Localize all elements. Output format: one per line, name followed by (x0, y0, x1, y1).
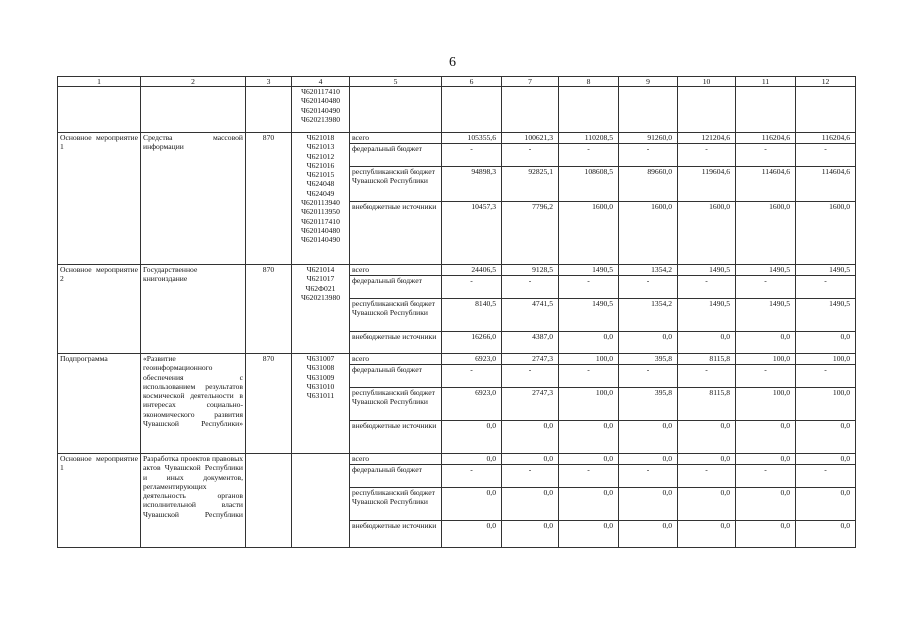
header-cell: 8 (559, 77, 619, 87)
value-cell: 1354,2 (619, 299, 678, 332)
value-cell: 1600,0 (559, 202, 619, 265)
value-cell: - (502, 144, 559, 167)
value-cell: 0,0 (796, 332, 856, 354)
value-cell: 121204,6 (678, 133, 736, 144)
value-cell: - (619, 465, 678, 488)
value-cell: - (442, 465, 502, 488)
value-cell: 0,0 (502, 421, 559, 454)
empty-cell (619, 87, 678, 133)
value-cell: 1600,0 (619, 202, 678, 265)
value-cell: 0,0 (502, 454, 559, 465)
value-cell: 395,8 (619, 354, 678, 365)
funding-source-cell: внебюджетные источники (350, 521, 442, 548)
value-cell: 4741,5 (502, 299, 559, 332)
value-cell: 110208,5 (559, 133, 619, 144)
value-cell: 4387,0 (502, 332, 559, 354)
value-cell: 0,0 (796, 488, 856, 521)
value-cell: 0,0 (502, 488, 559, 521)
value-cell: 116204,6 (736, 133, 796, 144)
value-cell: - (442, 365, 502, 388)
value-cell: 8140,5 (442, 299, 502, 332)
value-cell: 105355,6 (442, 133, 502, 144)
value-cell: 1490,5 (678, 299, 736, 332)
value-cell: 1490,5 (736, 299, 796, 332)
value-cell: 6923,0 (442, 354, 502, 365)
empty-cell (678, 87, 736, 133)
value-cell: - (736, 144, 796, 167)
funding-source-cell: федеральный бюджет (350, 365, 442, 388)
value-cell: 0,0 (678, 421, 736, 454)
header-cell: 1 (58, 77, 141, 87)
executor-code-cell (246, 87, 292, 133)
value-cell: 9128,5 (502, 265, 559, 276)
value-cell: 0,0 (678, 488, 736, 521)
event-type-cell: Основное мероприятие 1 (58, 133, 141, 265)
value-cell: 0,0 (678, 332, 736, 354)
value-cell: 0,0 (796, 454, 856, 465)
value-cell: 91260,0 (619, 133, 678, 144)
value-cell: - (619, 365, 678, 388)
value-cell: 6923,0 (442, 388, 502, 421)
value-cell: 100621,3 (502, 133, 559, 144)
value-cell: 1490,5 (796, 299, 856, 332)
empty-cell (442, 87, 502, 133)
header-cell: 4 (292, 77, 350, 87)
value-cell: 89660,0 (619, 167, 678, 202)
value-cell: 0,0 (678, 454, 736, 465)
value-cell: 100,0 (559, 354, 619, 365)
value-cell: 0,0 (442, 454, 502, 465)
value-cell: 0,0 (619, 454, 678, 465)
value-cell: 1600,0 (678, 202, 736, 265)
funding-source-cell: внебюджетные источники (350, 202, 442, 265)
value-cell: 0,0 (559, 488, 619, 521)
funding-source-cell: республиканский бюджет Чувашской Республики (350, 167, 442, 202)
funding-source-cell: федеральный бюджет (350, 276, 442, 299)
header-cell: 12 (796, 77, 856, 87)
value-cell: - (678, 365, 736, 388)
header-cell: 11 (736, 77, 796, 87)
value-cell: 0,0 (559, 454, 619, 465)
value-cell: 1490,5 (678, 265, 736, 276)
table-row (58, 265, 856, 276)
value-cell: 1490,5 (796, 265, 856, 276)
value-cell: - (559, 144, 619, 167)
table-row (58, 354, 856, 365)
funding-source-cell: республиканский бюджет Чувашской Республики (350, 488, 442, 521)
page-number: 6 (449, 55, 456, 70)
empty-cell (736, 87, 796, 133)
budget-table (57, 76, 856, 548)
empty-cell (350, 87, 442, 133)
value-cell: 94898,3 (442, 167, 502, 202)
funding-source-cell: федеральный бюджет (350, 144, 442, 167)
value-cell: - (502, 276, 559, 299)
funding-source-cell: всего (350, 265, 442, 276)
value-cell: 2747,3 (502, 354, 559, 365)
event-name-cell: «Развитие геоинформационного обеспечения с использованием результатов космической деятельности в интересах социально-экономического развития Чувашской Республики» (141, 354, 246, 454)
value-cell: 0,0 (442, 488, 502, 521)
executor-code-cell (246, 454, 292, 548)
value-cell: - (678, 144, 736, 167)
budget-codes-cell: Ч631007 Ч631008 Ч631009 Ч631010 Ч631011 (292, 354, 350, 454)
value-cell: - (559, 276, 619, 299)
value-cell: 0,0 (619, 488, 678, 521)
funding-source-cell: всего (350, 454, 442, 465)
value-cell: - (559, 465, 619, 488)
value-cell: - (502, 365, 559, 388)
value-cell: 114604,6 (796, 167, 856, 202)
funding-source-cell: внебюджетные источники (350, 421, 442, 454)
value-cell: - (678, 276, 736, 299)
funding-source-cell: всего (350, 133, 442, 144)
value-cell: 24406,5 (442, 265, 502, 276)
event-type-cell: Подпрограмма (58, 354, 141, 454)
budget-codes-cell: Ч621018 Ч621013 Ч621012 Ч621016 Ч621015 Ч624048 Ч624049 Ч620113940 Ч620113950 Ч620117410 Ч620140480 Ч620140490 (292, 133, 350, 265)
executor-code-cell: 870 (246, 133, 292, 265)
event-name-cell: Разработка проектов правовых актов Чувашской Республики и иных документов, регламентирующих деятельность органов исполнительной власти Чувашской Республики (141, 454, 246, 548)
value-cell: 395,8 (619, 388, 678, 421)
event-type-cell: Основное мероприятие 1 (58, 454, 141, 548)
value-cell: 1490,5 (559, 265, 619, 276)
value-cell: 0,0 (559, 421, 619, 454)
value-cell: 108608,5 (559, 167, 619, 202)
event-name-cell: Средства массовой информации (141, 133, 246, 265)
value-cell: 16266,0 (442, 332, 502, 354)
value-cell: 116204,6 (796, 133, 856, 144)
funding-source-cell: всего (350, 354, 442, 365)
value-cell: 0,0 (619, 332, 678, 354)
value-cell: 10457,3 (442, 202, 502, 265)
header-cell: 10 (678, 77, 736, 87)
budget-codes-cell: Ч620117410 Ч620140480 Ч620140490 Ч620213980 (292, 87, 350, 133)
empty-cell (559, 87, 619, 133)
funding-source-cell: внебюджетные источники (350, 332, 442, 354)
value-cell: 114604,6 (736, 167, 796, 202)
value-cell: - (736, 276, 796, 299)
value-cell: 1490,5 (736, 265, 796, 276)
value-cell: - (619, 144, 678, 167)
value-cell: 0,0 (502, 521, 559, 548)
value-cell: 100,0 (796, 354, 856, 365)
value-cell: - (736, 365, 796, 388)
value-cell: - (796, 276, 856, 299)
value-cell: 0,0 (442, 521, 502, 548)
value-cell: 1600,0 (796, 202, 856, 265)
table-row (58, 454, 856, 465)
event-name-cell (141, 87, 246, 133)
value-cell: 8115,8 (678, 388, 736, 421)
value-cell: 8115,8 (678, 354, 736, 365)
value-cell: 1600,0 (736, 202, 796, 265)
value-cell: 0,0 (736, 454, 796, 465)
value-cell: - (442, 276, 502, 299)
value-cell: 0,0 (736, 421, 796, 454)
value-cell: 100,0 (796, 388, 856, 421)
budget-codes-cell (292, 454, 350, 548)
value-cell: 119604,6 (678, 167, 736, 202)
value-cell: 0,0 (736, 521, 796, 548)
empty-cell (796, 87, 856, 133)
value-cell: 0,0 (796, 421, 856, 454)
event-type-cell (58, 87, 141, 133)
value-cell: - (796, 144, 856, 167)
value-cell: 1490,5 (559, 299, 619, 332)
value-cell: - (796, 465, 856, 488)
value-cell: 0,0 (619, 421, 678, 454)
value-cell: 1354,2 (619, 265, 678, 276)
header-cell: 2 (141, 77, 246, 87)
header-cell: 3 (246, 77, 292, 87)
funding-source-cell: федеральный бюджет (350, 465, 442, 488)
value-cell: 0,0 (619, 521, 678, 548)
value-cell: 92825,1 (502, 167, 559, 202)
table-row (58, 133, 856, 144)
value-cell: 0,0 (559, 521, 619, 548)
empty-cell (502, 87, 559, 133)
value-cell: 0,0 (678, 521, 736, 548)
value-cell: - (736, 465, 796, 488)
event-name-cell: Государственное книгоиздание (141, 265, 246, 354)
value-cell: - (442, 144, 502, 167)
header-cell: 7 (502, 77, 559, 87)
value-cell: 0,0 (442, 421, 502, 454)
value-cell: - (796, 365, 856, 388)
value-cell: 2747,3 (502, 388, 559, 421)
value-cell: - (502, 465, 559, 488)
header-cell: 9 (619, 77, 678, 87)
value-cell: 100,0 (736, 388, 796, 421)
value-cell: - (678, 465, 736, 488)
value-cell: 0,0 (559, 332, 619, 354)
header-cell: 6 (442, 77, 502, 87)
value-cell: 0,0 (736, 488, 796, 521)
funding-source-cell: республиканский бюджет Чувашской Республики (350, 388, 442, 421)
value-cell: - (559, 365, 619, 388)
value-cell: 100,0 (736, 354, 796, 365)
table-row (58, 87, 856, 133)
event-type-cell: Основное мероприятие 2 (58, 265, 141, 354)
value-cell: - (619, 276, 678, 299)
table-body (58, 77, 856, 548)
value-cell: 0,0 (796, 521, 856, 548)
executor-code-cell: 870 (246, 265, 292, 354)
executor-code-cell: 870 (246, 354, 292, 454)
funding-source-cell: республиканский бюджет Чувашской Республики (350, 299, 442, 332)
value-cell: 0,0 (736, 332, 796, 354)
header-row (58, 77, 856, 87)
value-cell: 7796,2 (502, 202, 559, 265)
header-cell: 5 (350, 77, 442, 87)
budget-codes-cell: Ч621014 Ч621017 Ч62Ф021 Ч620213980 (292, 265, 350, 354)
value-cell: 100,0 (559, 388, 619, 421)
